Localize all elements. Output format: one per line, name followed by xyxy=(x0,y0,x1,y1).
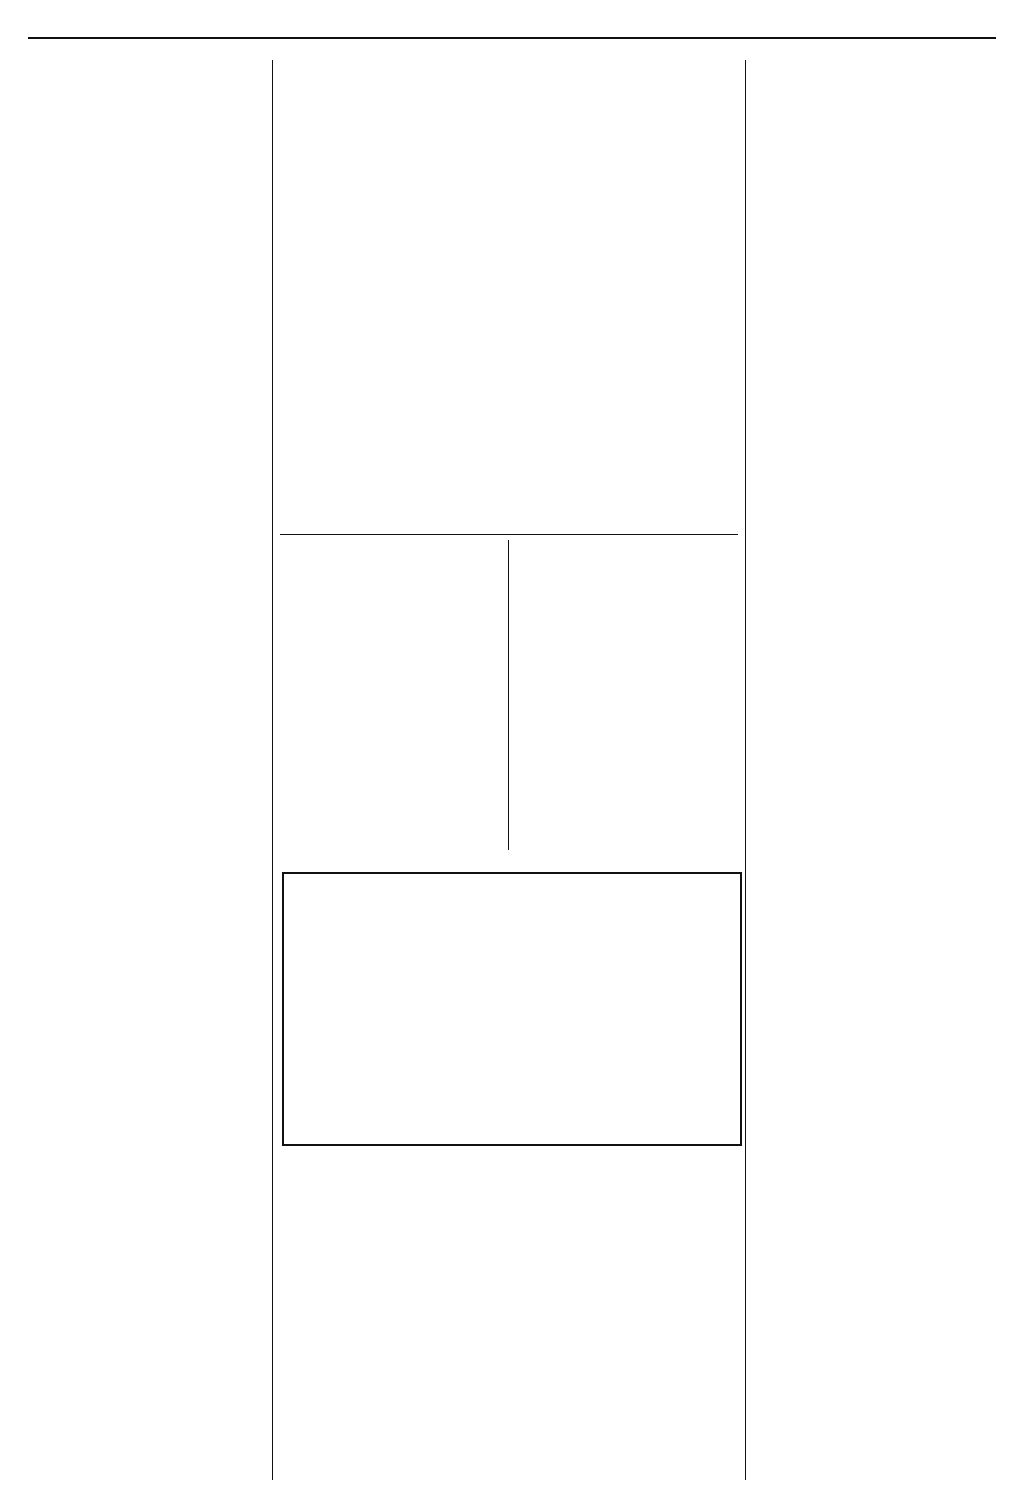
left-news-column xyxy=(28,150,264,1480)
kanikula-article xyxy=(285,546,500,560)
column-divider xyxy=(508,540,509,850)
cinema-ad xyxy=(282,872,742,1146)
column-divider xyxy=(745,60,746,1480)
right-mid-articles xyxy=(516,548,736,560)
column-divider xyxy=(272,60,273,1480)
header-rule xyxy=(28,37,996,39)
section-rule xyxy=(280,534,738,535)
page-header xyxy=(0,0,1024,42)
